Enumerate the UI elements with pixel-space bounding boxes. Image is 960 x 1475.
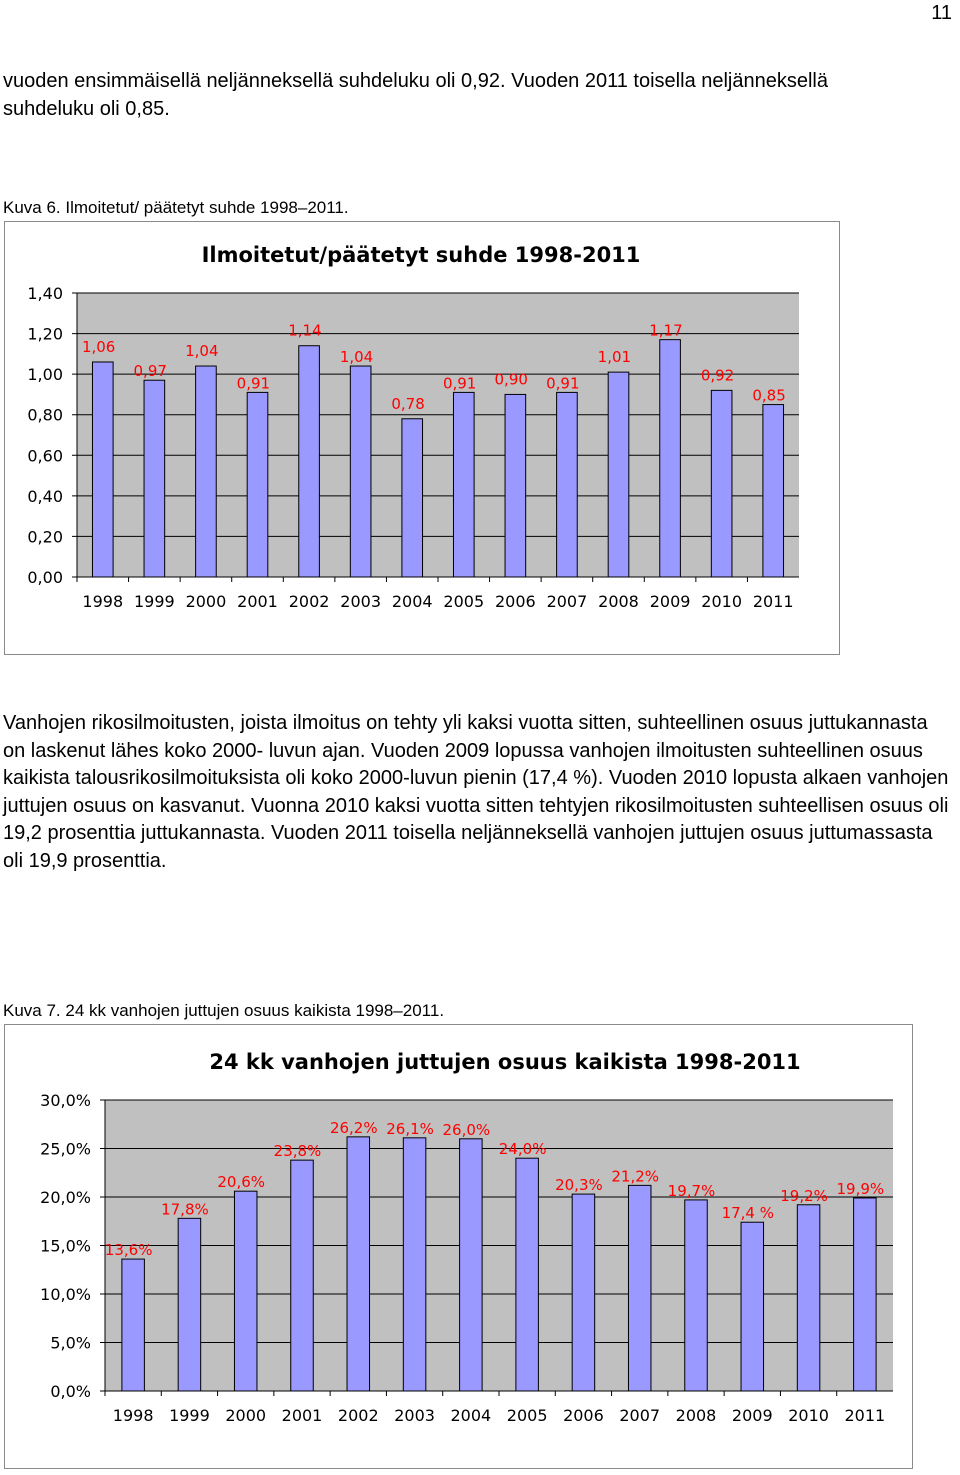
bar <box>347 1137 370 1391</box>
chart-ratio-1998-2011 <box>5 222 841 656</box>
data-label: 23,8% <box>273 1142 322 1161</box>
x-tick-label: 2000 <box>225 1406 267 1425</box>
bar <box>350 366 371 577</box>
bar <box>402 419 423 577</box>
x-tick-label: 2011 <box>752 592 794 611</box>
x-tick-label: 2010 <box>788 1406 829 1425</box>
x-tick-label: 2003 <box>394 1406 435 1425</box>
x-tick-label: 1999 <box>169 1406 210 1425</box>
bar <box>299 346 320 577</box>
data-label: 13,6% <box>104 1241 153 1260</box>
bar <box>291 1160 314 1391</box>
bar <box>196 366 217 577</box>
y-tick-label: 0,80 <box>27 405 63 425</box>
figure-caption-7: Kuva 7. 24 kk vanhojen juttujen osuus kaikista 1998–2011. <box>3 1001 445 1020</box>
bar <box>178 1218 201 1391</box>
data-label: 20,6% <box>217 1173 266 1192</box>
data-label: 0,97 <box>133 362 167 381</box>
bar <box>660 340 681 577</box>
x-tick-label: 2011 <box>844 1406 886 1425</box>
data-label: 1,04 <box>339 348 374 367</box>
data-label: 0,90 <box>494 370 528 389</box>
y-tick-label: 0,20 <box>27 527 63 547</box>
data-label: 0,78 <box>391 394 425 413</box>
bar <box>741 1222 764 1391</box>
y-tick-label: 1,20 <box>27 324 63 344</box>
data-label: 17,8% <box>161 1200 209 1219</box>
bar <box>505 394 526 577</box>
x-tick-label: 2007 <box>619 1406 661 1425</box>
bar <box>144 380 165 577</box>
data-label: 20,3% <box>555 1176 603 1195</box>
y-tick-label: 5,0% <box>50 1333 91 1353</box>
bar <box>572 1194 595 1391</box>
x-tick-label: 2007 <box>546 592 588 611</box>
x-tick-label: 2008 <box>675 1406 717 1425</box>
y-tick-label: 1,40 <box>27 284 63 303</box>
y-tick-label: 0,0% <box>50 1382 91 1401</box>
x-tick-label: 2004 <box>450 1406 492 1425</box>
bar <box>234 1191 257 1391</box>
chart-old-cases-share-1998-2011 <box>5 1025 914 1470</box>
chart-container-1 <box>4 221 840 655</box>
bar <box>763 405 784 577</box>
plot-area <box>77 293 799 577</box>
x-tick-label: 2004 <box>391 592 433 611</box>
bar <box>403 1138 426 1391</box>
bar <box>608 372 629 577</box>
data-label: 24,0% <box>498 1140 547 1159</box>
y-tick-label: 25,0% <box>40 1139 91 1159</box>
x-tick-label: 1999 <box>133 592 175 611</box>
x-tick-label: 1998 <box>112 1406 154 1425</box>
x-tick-label: 2010 <box>701 592 743 611</box>
bar <box>460 1139 483 1391</box>
data-label: 17,4 % <box>721 1204 774 1223</box>
y-tick-label: 10,0% <box>40 1285 91 1304</box>
x-tick-label: 2001 <box>237 592 278 611</box>
data-label: 0,91 <box>236 374 271 393</box>
y-tick-label: 15,0% <box>40 1236 91 1256</box>
y-tick-label: 20,0% <box>40 1188 91 1207</box>
data-label: 19,9% <box>836 1179 885 1198</box>
bar <box>122 1259 145 1391</box>
bar <box>516 1158 539 1391</box>
x-tick-label: 2006 <box>563 1406 604 1425</box>
data-label: 0,92 <box>700 366 735 385</box>
data-label: 1,17 <box>649 321 683 340</box>
data-label: 26,1% <box>386 1119 434 1138</box>
bar <box>854 1198 877 1391</box>
bar <box>797 1205 820 1391</box>
bar <box>711 390 732 577</box>
data-label: 0,91 <box>442 374 477 393</box>
x-tick-label: 2006 <box>494 592 536 611</box>
data-label: 26,2% <box>329 1118 378 1137</box>
x-tick-label: 2009 <box>649 592 691 611</box>
data-label: 1,04 <box>185 342 219 361</box>
x-tick-label: 2009 <box>731 1406 773 1425</box>
page-number: 11 <box>931 2 952 24</box>
y-tick-label: 1,00 <box>27 365 63 385</box>
x-tick-label: 2002 <box>288 592 330 611</box>
bar <box>628 1185 651 1391</box>
y-tick-label: 0,00 <box>27 568 63 587</box>
chart-title: 24 kk vanhojen juttujen osuus kaikista 1998-2011 <box>209 1050 801 1074</box>
data-label: 0,85 <box>752 386 786 405</box>
chart-container-2 <box>4 1024 913 1469</box>
y-tick-label: 0,40 <box>27 486 63 506</box>
data-label: 1,01 <box>597 348 632 367</box>
x-tick-label: 2005 <box>443 592 485 611</box>
x-tick-label: 2000 <box>185 592 227 611</box>
data-label: 1,14 <box>288 321 322 340</box>
x-tick-label: 2005 <box>506 1406 548 1425</box>
x-tick-label: 2001 <box>281 1406 323 1425</box>
data-label: 19,2% <box>780 1186 828 1205</box>
bar <box>453 392 474 577</box>
bar <box>92 362 113 577</box>
x-tick-label: 2002 <box>337 1406 379 1425</box>
data-label: 21,2% <box>611 1167 660 1186</box>
bar <box>247 392 268 577</box>
x-tick-label: 2003 <box>340 592 382 611</box>
chart-title: Ilmoitetut/päätetyt suhde 1998-2011 <box>201 243 641 267</box>
data-label: 26,0% <box>442 1120 491 1139</box>
paragraph-intro: vuoden ensimmäisellä neljänneksellä suhdeluku oli 0,92. Vuoden 2011 toisella neljänneksellä suhdeluku oli 0,85. <box>3 70 828 120</box>
bar <box>557 392 578 577</box>
figure-caption-6: Kuva 6. Ilmoitetut/ päätetyt suhde 1998–2011. <box>3 198 349 217</box>
x-tick-label: 2008 <box>598 592 639 611</box>
data-label: 1,06 <box>81 337 116 356</box>
y-tick-label: 30,0% <box>40 1091 91 1110</box>
paragraph-old-cases: Vanhojen rikosilmoitusten, joista ilmoitus on tehty yli kaksi vuotta sitten, suhteellinen osuus juttukannasta on laskenut lähes koko 2000- luvun ajan. Vuoden 2009 lopussa vanhojen ilmoitusten suhteellinen osuus kaikista talousrikosilmoituksista oli koko 2000-luvun pienin (17,4 %). Vuoden 2010 lopusta alkaen vanhojen juttujen osuus on kasvanut. Vuonna 2010 kaksi vuotta sitten tehtyjen rikosilmoitusten suhteellisen osuus oli 19,2 prosenttia juttukannasta. Vuoden 2011 toisella neljänneksellä vanhojen juttujen osuus juttumassasta oli 19,9 prosenttia. <box>3 712 949 872</box>
x-tick-label: 1998 <box>82 592 124 611</box>
data-label: 0,91 <box>546 374 580 393</box>
bar <box>685 1200 708 1391</box>
y-tick-label: 0,60 <box>27 446 63 466</box>
data-label: 19,7% <box>667 1181 716 1200</box>
